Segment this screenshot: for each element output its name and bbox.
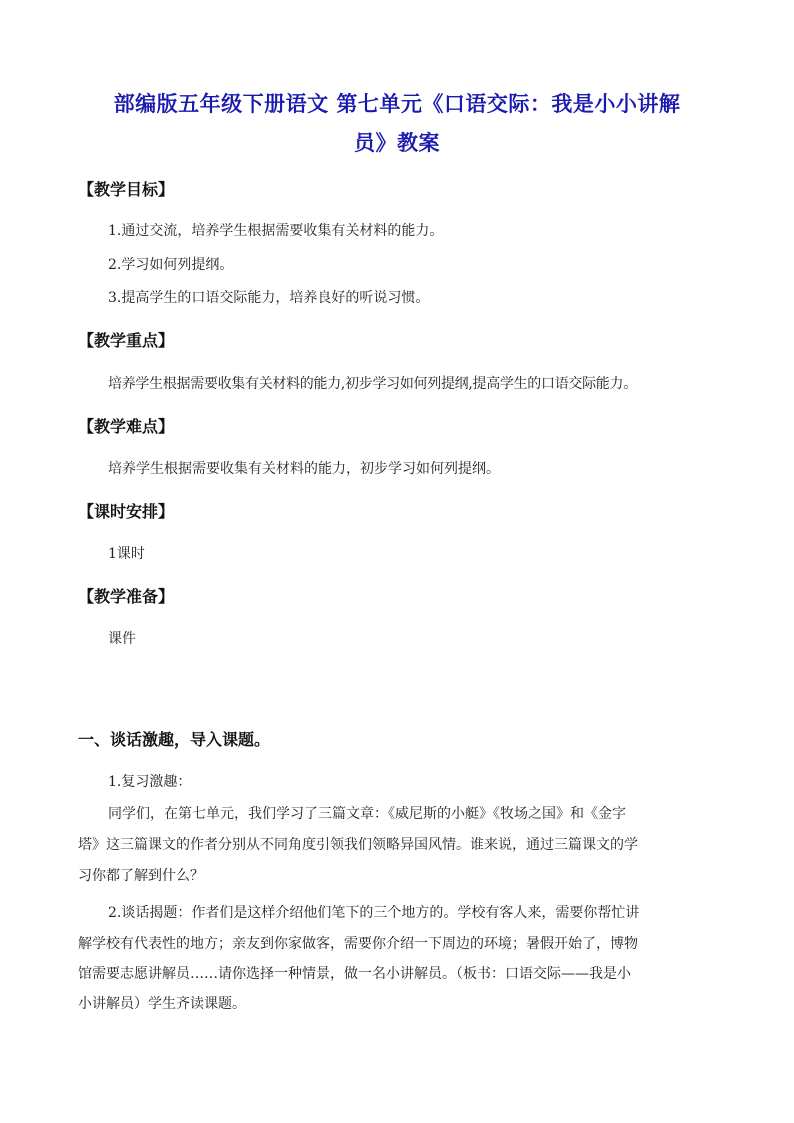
objectives-heading: 【教学目标】 xyxy=(78,180,175,199)
reveal-line-2: 解学校有代表性的地方；亲友到你家做客，需要你介绍一下周边的环境；暑假开始了，博物 xyxy=(78,936,638,952)
objective-item-3: 3.提高学生的口语交际能力，培养良好的听说习惯。 xyxy=(108,290,430,306)
preparation-text: 课件 xyxy=(108,631,136,647)
review-line-1: 同学们，在第七单元，我们学习了三篇文章：《威尼斯的小艇》《牧场之国》和《金字 xyxy=(108,806,626,822)
section-1-heading: 一、谈话激趣，导入课题。 xyxy=(78,730,271,749)
objective-item-1: 1.通过交流，培养学生根据需要收集有关材料的能力。 xyxy=(108,223,444,239)
reveal-line-3: 馆需要志愿讲解员……请你选择一种情景，做一名小讲解员。（板书：口语交际——我是小 xyxy=(78,966,631,982)
preparation-heading: 【教学准备】 xyxy=(78,587,175,606)
review-line-3: 习你都了解到什么？ xyxy=(78,868,204,884)
page-title-line-1: 部编版五年级下册语文 第七单元《口语交际：我是小小讲解 xyxy=(113,92,681,116)
review-line-2: 塔》这三篇课文的作者分别从不同角度引领我们领略异国风情。谁来说，通过三篇课文的学 xyxy=(78,837,638,853)
page-title-line-2: 员》教案 xyxy=(354,131,440,155)
key-points-text: 培养学生根据需要收集有关材料的能力,初步学习如何列提纲,提高学生的口语交际能力。 xyxy=(108,376,637,392)
reveal-line-4: 小讲解员）学生齐读课题。 xyxy=(78,996,246,1012)
key-points-heading: 【教学重点】 xyxy=(78,331,175,350)
reveal-line-1: 2.谈话揭题：作者们是这样介绍他们笔下的三个地方的。学校有客人来，需要你帮忙讲 xyxy=(108,905,640,921)
objective-item-2: 2.学习如何列提纲。 xyxy=(108,257,234,273)
schedule-heading: 【课时安排】 xyxy=(78,502,175,521)
difficulties-heading: 【教学难点】 xyxy=(78,417,175,436)
schedule-text: 1课时 xyxy=(108,546,145,562)
difficulties-text: 培养学生根据需要收集有关材料的能力，初步学习如何列提纲。 xyxy=(108,461,500,477)
review-label: 1.复习激趣： xyxy=(108,774,192,790)
